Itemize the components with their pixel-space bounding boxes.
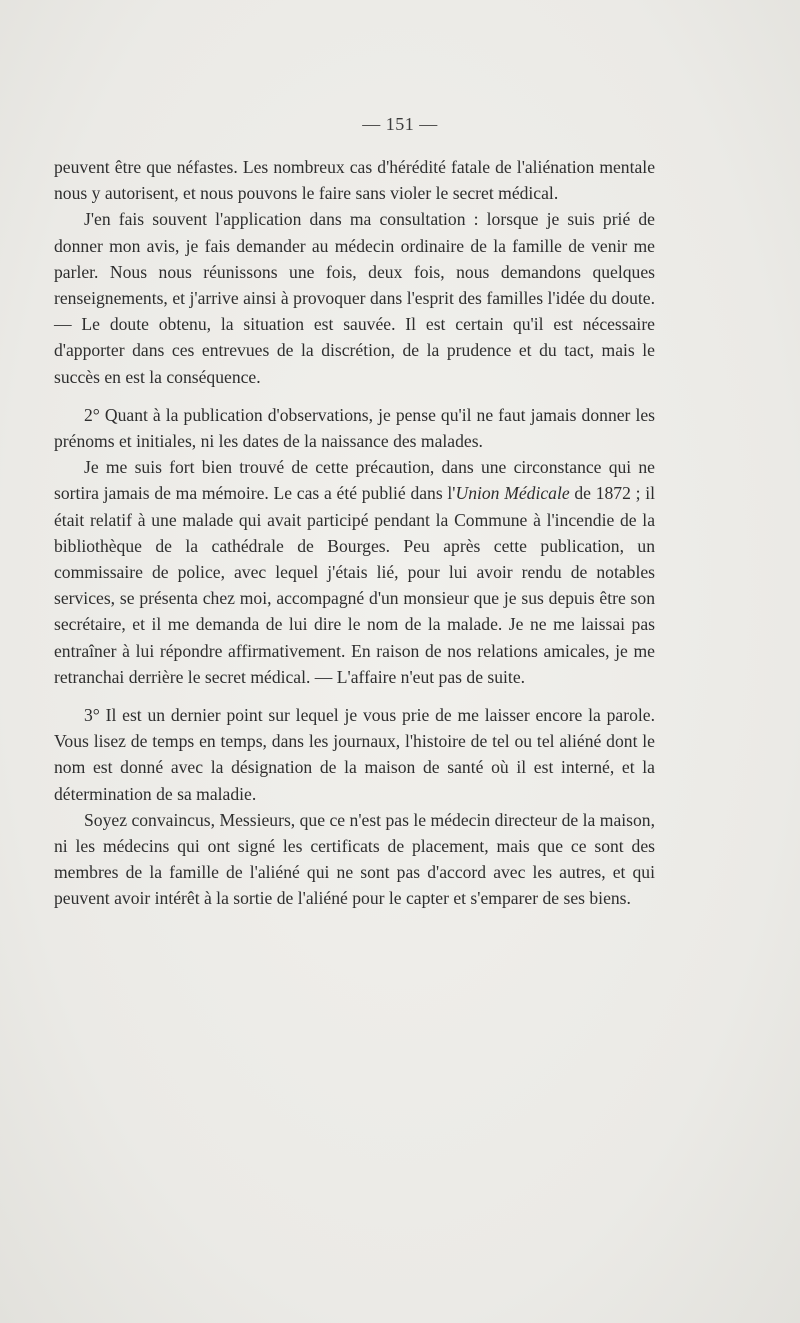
paragraph-continuation: peuvent être que néfastes. Les nombreux cas d'hérédité fatale de l'aliénation mentale nous y autorisent, et nous pouvons le faire sans violer le secret médical. <box>54 157 655 204</box>
anecdote-text-before: Je me suis fort bien trouvé de cette précaution, dans une circonstance qui ne sortira jamais de ma mémoire. Le cas a été publié dans l' <box>54 457 655 504</box>
paragraph-anecdote <box>54 454 655 690</box>
anecdote-text-after: de 1872 ; il était relatif à une malade qui avait participé pendant la Commune à l'incendie de la bibliothèque de la cathédrale de Bourges. Peu après cette publication, un commissaire de police, avec lequel j'étais lié, pour lui avoir rendu de notables services, se présenta chez moi, accompagné d'un monsieur que je sus depuis être son secrétaire, et il me demanda de lui dire le nom de la malade. Je ne me laissai pas entraîner à lui répondre affirmativement. En raison de nos relations amicales, je me retranchai derrière le secret médical. — L'affaire n'eut pas de suite. <box>54 483 656 687</box>
paragraph-conclusion: Soyez convaincus, Messieurs, que ce n'est pas le médecin directeur de la maison, ni les médecins qui ont signé les certificats de placement, mais que ce sont des membres de la famille de l'aliéné qui ne sont pas d'accord avec les autres, et qui peuvent avoir intérêt à la sortie de l'aliéné pour le capter et s'emparer de ses biens. <box>54 809 655 909</box>
paragraph-last-point: 3° Il est un dernier point sur lequel je vous prie de me laisser encore la parole. Vous lisez de temps en temps, dans les journaux, l'histoire de tel ou tel aliéné dont le nom est donné avec la désignation de la maison de santé où il est interné, et la détermination de sa maladie. <box>54 705 655 804</box>
journal-title: Union Médicale <box>455 483 570 504</box>
paragraph-publication: 2° Quant à la publication d'observations, je pense qu'il ne faut jamais donner les prénoms et initiales, ni les dates de la naissance des malades. <box>54 404 655 452</box>
paragraph-consultation: J'en fais souvent l'application dans ma consultation : lorsque je suis prié de donner mon avis, je fais demander au médecin ordinaire de la famille de venir me parler. Nous nous réunissons une fois, deux fois, nous demandons quelques renseignements, et j'arrive ainsi à provoquer dans l'esprit des familles l'idée du doute. — Le doute obtenu, la situation est sauvée. Il est certain qu'il est nécessaire d'apporter dans ces entrevues de la discrétion, de la prudence et du tact, mais le succès en est la conséquence. <box>54 209 655 387</box>
page-number: — 151 — <box>362 114 438 134</box>
body-text <box>54 154 655 912</box>
